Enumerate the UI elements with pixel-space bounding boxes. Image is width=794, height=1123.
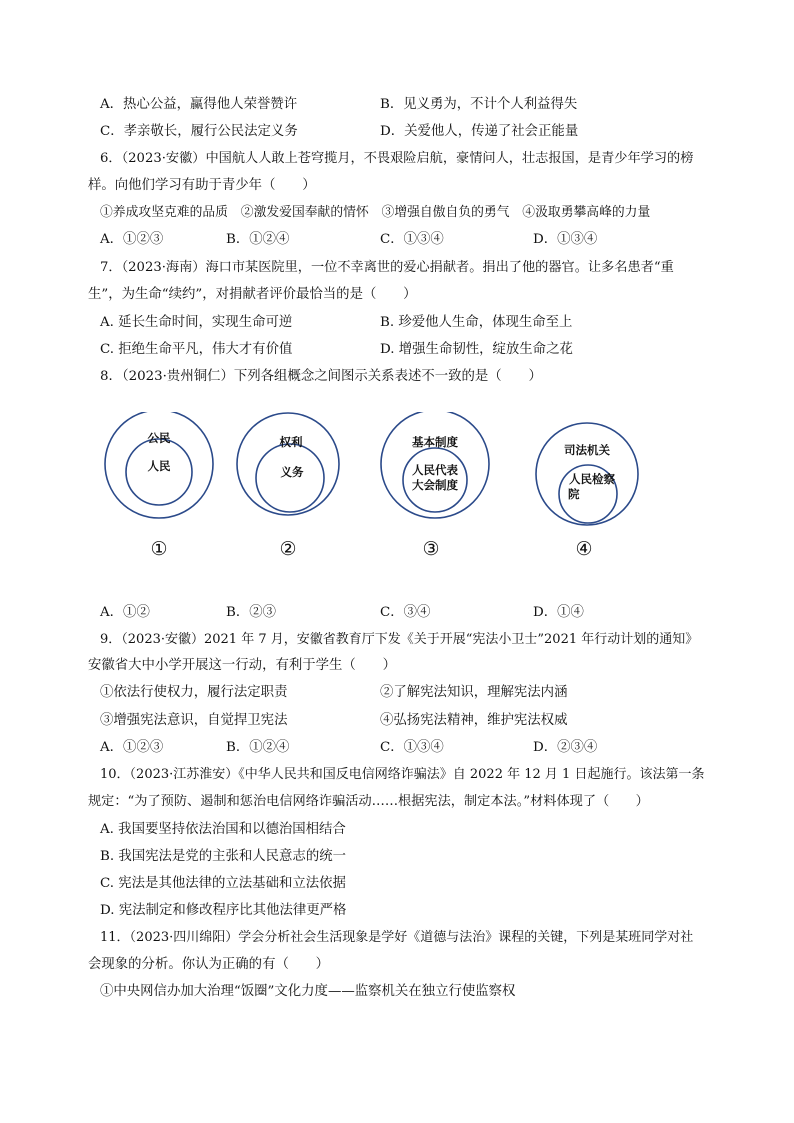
q6-items: ①养成攻坚克难的品质 ②激发爱国奉献的情怀 ③增强自傲自负的勇气 ④汲取勇攀高峰的力量: [100, 205, 651, 220]
q8-option-a: A．①②: [100, 605, 150, 620]
q9-item-1: ①依法行使权力，履行法定职责: [100, 685, 288, 700]
q9-item-4: ④弘扬宪法精神，维护宪法权威: [380, 713, 568, 728]
q7-stem-line2: 生”，为生命“续约”，对捐献者评价最恰当的是（ ）: [88, 287, 417, 302]
q10-option-c: C. 宪法是其他法律的立法基础和立法依据: [100, 876, 346, 891]
q5-option-a: A．热心公益，赢得他人荣誉赞许: [100, 97, 298, 112]
q11-stem-line1: 11．（2023·四川绵阳）学会分析社会生活现象是学好《道德与法治》课程的关键，下列是某班同学对社: [100, 930, 694, 945]
diagram-4-outer-label: 司法机关: [564, 443, 610, 457]
q9-item-2: ②了解宪法知识，理解宪法内涵: [380, 685, 568, 700]
q10-stem-line1: 10．（2023·江苏淮安）《中华人民共和国反电信网络诈骗法》自 2022 年 12 月 1 日起施行。该法第一条: [100, 767, 705, 782]
diagram-3-outer-label: 基本制度: [412, 435, 458, 449]
q9-option-d: D．②③④: [533, 740, 598, 755]
q6-option-a: A．①②③: [100, 232, 164, 247]
q5-option-d: D．关爱他人，传递了社会正能量: [380, 124, 579, 139]
diagram-1-inner-label: 人民: [147, 459, 171, 473]
diagram-1: [105, 412, 213, 560]
q8-option-b: B．②③: [226, 605, 277, 620]
q6-stem-line1: 6．（2023·安徽）中国航人人敢上苍穹揽月，不畏艰险启航，豪情问人，壮志报国，是青少年学习的榜: [100, 151, 694, 166]
q6-option-c: C．①③④: [380, 232, 444, 247]
q9-option-a: A．①②③: [100, 740, 164, 755]
q8-option-d: D．①④: [533, 605, 584, 620]
diagram-3-inner-label-line1: 人民代表: [412, 463, 458, 477]
q6-option-b: B．①②④: [226, 232, 290, 247]
q9-stem-line2: 安徽省大中小学开展这一行动，有利于学生（ ）: [88, 658, 396, 673]
q11-stem-line2: 会现象的分析。你认为正确的有（ ）: [88, 957, 330, 972]
diagram-2-outer-circle: [237, 413, 339, 515]
q7-option-c: C. 拒绝生命平凡，伟大才有价值: [100, 342, 293, 357]
q10-option-b: B. 我国宪法是党的主张和人民意志的统一: [100, 849, 346, 864]
q6-option-d: D．①③④: [533, 232, 598, 247]
q9-stem-line1: 9．（2023·安徽）2021 年 7 月，安徽省教育厅下发《关于开展“宪法小卫士”2021 年行动计划的通知》: [100, 632, 699, 647]
diagram-4-inner-label-line2: 院: [568, 487, 580, 501]
q9-option-c: C．①③④: [380, 740, 444, 755]
q5-option-b: B．见义勇为，不计个人利益得失: [380, 97, 578, 112]
q7-option-d: D. 增强生命韧性，绽放生命之花: [380, 342, 573, 357]
diagram-2: [237, 413, 339, 560]
q6-stem-line2: 样。向他们学习有助于青少年（ ）: [88, 178, 316, 193]
q9-item-3: ③增强宪法意识，自觉捍卫宪法: [100, 713, 288, 728]
diagram-4-inner-label-line1: 人民检察: [569, 472, 615, 486]
q7-stem-line1: 7．（2023·海南）海口市某医院里，一位不幸离世的爱心捐献者。捐出了他的器官。让多名患者“重: [100, 260, 674, 275]
q7-option-a: A. 延长生命时间，实现生命可逆: [100, 315, 293, 330]
diagram-3: [381, 412, 489, 560]
q9-option-b: B．①②④: [226, 740, 290, 755]
diagram-2-inner-label: 义务: [280, 465, 304, 479]
q10-stem-line2: 规定：“为了预防、遏制和惩治电信网络诈骗活动……根据宪法，制定本法。”材料体现了（ ）: [88, 794, 649, 809]
q7-option-b: B. 珍爱他人生命，体现生命至上: [380, 315, 573, 330]
diagram-1-number: ①: [150, 538, 168, 560]
q11-item-1: ①中央网信办加大治理“饭圈”文化力度——监察机关在独立行使监察权: [100, 984, 516, 999]
q10-option-a: A. 我国要坚持依法治国和以德治国相结合: [100, 822, 346, 837]
q8-concept-diagrams: [95, 412, 655, 572]
diagram-3-inner-label-line2: 大会制度: [412, 478, 458, 492]
q10-option-d: D. 宪法制定和修改程序比其他法律更严格: [100, 903, 347, 918]
q5-option-c: C．孝亲敬长，履行公民法定义务: [100, 124, 298, 139]
diagram-2-number: ②: [279, 538, 297, 560]
diagram-3-number: ③: [422, 538, 440, 560]
q8-option-c: C．③④: [380, 605, 431, 620]
diagram-2-outer-label: 权利: [279, 435, 303, 449]
diagram-4-number: ④: [575, 538, 593, 560]
diagram-1-outer-label: 公民: [147, 431, 171, 445]
diagram-4: [536, 423, 638, 560]
q8-stem: 8．（2023·贵州铜仁）下列各组概念之间图示关系表述不一致的是（ ）: [100, 369, 542, 384]
